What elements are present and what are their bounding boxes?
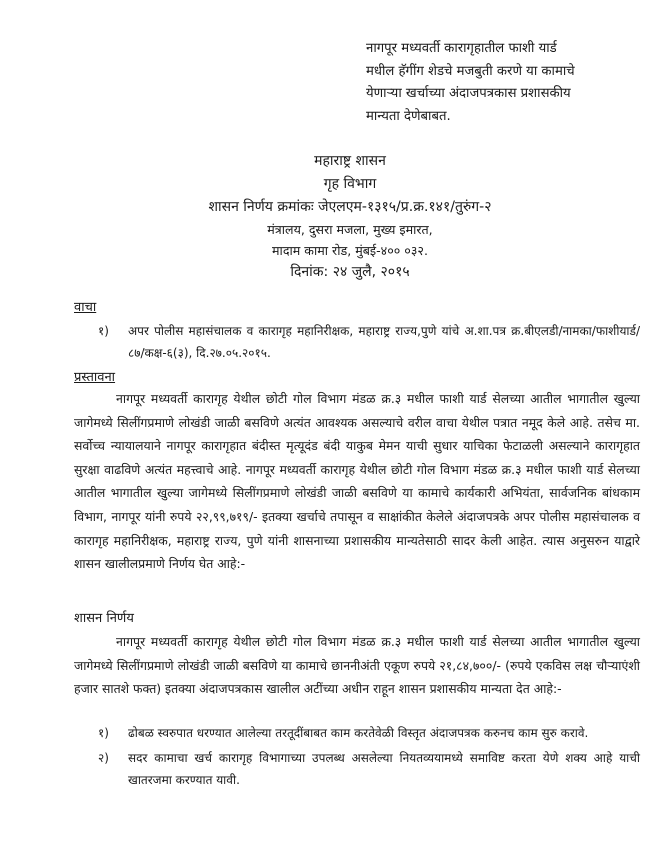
condition-number: २) bbox=[98, 751, 109, 765]
preamble-title: प्रस्तावना bbox=[74, 370, 116, 385]
document-header bbox=[140, 150, 560, 284]
subject-line: मधील हॅगींग शेडचे मजबुती करणे या कामाचे bbox=[366, 63, 575, 79]
condition-text: ढोबळ स्वरुपात धरण्यात आलेल्या तरतूदींबाबत काम करतेवेळी विस्तृत अंदाजपत्रक करुनच काम सुरु करावे. bbox=[128, 726, 589, 740]
subject-line: मान्यता देणेबाबत. bbox=[366, 108, 451, 124]
subject-line: नागपूर मध्यवर्ती कारागृहातील फाशी यार्ड bbox=[366, 41, 557, 56]
address-line-1: मंत्रालय, दुसरा मजला, मुख्य इमारत, bbox=[267, 222, 433, 237]
condition-item bbox=[98, 722, 640, 744]
resolution-number: शासन निर्णय क्रमांकः जेएलएम-१३१५/प्र.क्र.१४१/तुरुंग-२ bbox=[208, 199, 492, 215]
reference-item bbox=[98, 320, 640, 364]
document-date: दिनांक: २४ जुलै, २०१५ bbox=[290, 264, 410, 280]
subject-line: येणाऱ्या खर्चाच्या अंदाजपत्रकास प्रशासकीय bbox=[366, 86, 571, 101]
preamble-text: नागपूर मध्यवर्ती कारागृह येथील छोटी गोल विभाग मंडळ क्र.३ मधील फाशी यार्ड सेलच्या आतील भागातील खुल्या जागेमध्ये सिलींगप्रमाणे लोखंडी जाळी बसविणे अत्यंत आवश्यक असल्याचे वरील वाचा येथील पत्रात नमूद केले आहे. तसेच मा. सर्वोच्च न्यायालयाने नागपूर कारागृहात बंदीस्त मृत्यूदंड बंदी याकुब मेमन याची सुधार याचिका फेटाळली असल्याने कारागृहात सुरक्षा वाढविणे अत्यंत महत्त्वाचे आहे. नागपूर मध्यवर्ती कारागृह येथील छोटी गोल विभाग मंडळ क्र.३ मधील फाशी यार्ड सेलच्या आतील भागातील खुल्या जागेमध्ये सिलींगप्रमाणे लोखंडी जाळी बसविणे या कामाचे कार्यकारी अभियंता, सार्वजनिक बांधकाम विभाग, नागपूर यांनी रुपये २२,९९,७१९/- इतक्या खर्चाचे तपासून व साक्षांकीत केलेले अंदाजपत्रके अपर पोलीस महासंचालक व कारागृह महानिरीक्षक, महाराष्ट्र राज्य, पुणे यांनी शासनाच्या प्रशासकीय मान्यतेसाठी सादर केली आहेत. त्यास अनुसरुन याद्वारे शासन खालीलप्रमाणे निर्णय घेत आहे:- bbox=[74, 391, 640, 572]
preamble-paragraph bbox=[74, 387, 640, 576]
references-list bbox=[98, 320, 640, 364]
address-line-2: मादाम कामा रोड, मुंबई-४०० ०३२. bbox=[272, 243, 428, 258]
government-name: महाराष्ट्र शासन bbox=[314, 153, 386, 169]
condition-item bbox=[98, 747, 640, 791]
department-name: गृह विभाग bbox=[323, 176, 377, 192]
condition-number: १) bbox=[98, 726, 109, 740]
references-title: वाचा bbox=[74, 300, 97, 315]
conditions-list bbox=[98, 722, 640, 791]
reference-number: १) bbox=[98, 324, 109, 338]
condition-text: सदर कामाचा खर्च कारागृह विभागाच्या उपलब्ध असलेल्या नियतव्ययामध्ये समाविष्ट करता येणे शक्य आहे याची खातरजमा करण्यात यावी. bbox=[128, 751, 640, 787]
decision-text: नागपूर मध्यवर्ती कारागृह येथील छोटी गोल विभाग मंडळ क्र.३ मधील फाशी यार्ड सेलच्या आतील भागातील खुल्या जागेमध्ये सिलींगप्रमाणे लोखंडी जाळी बसविणे या कामाचे छाननीअंती एकूण रुपये २१,८४,७००/- (रुपये एकविस लक्ष चौऱ्याएंशी हजार सातशे फक्त) इतक्या अंदाजपत्रकास खालील अटींच्या अधीन राहून शासन प्रशासकीय मान्यता देत आहे:- bbox=[74, 634, 640, 697]
subject-block bbox=[366, 38, 638, 128]
reference-text: अपर पोलीस महासंचालक व कारागृह महानिरीक्षक, महाराष्ट्र राज्य,पुणे यांचे अ.शा.पत्र क्र.बीएलडी/नामका/फाशीयार्ड/८७/कक्ष-६(३), दि.२७.०५.२०१५. bbox=[128, 324, 640, 360]
decision-title: शासन निर्णय bbox=[74, 611, 134, 626]
decision-paragraph bbox=[74, 630, 640, 701]
